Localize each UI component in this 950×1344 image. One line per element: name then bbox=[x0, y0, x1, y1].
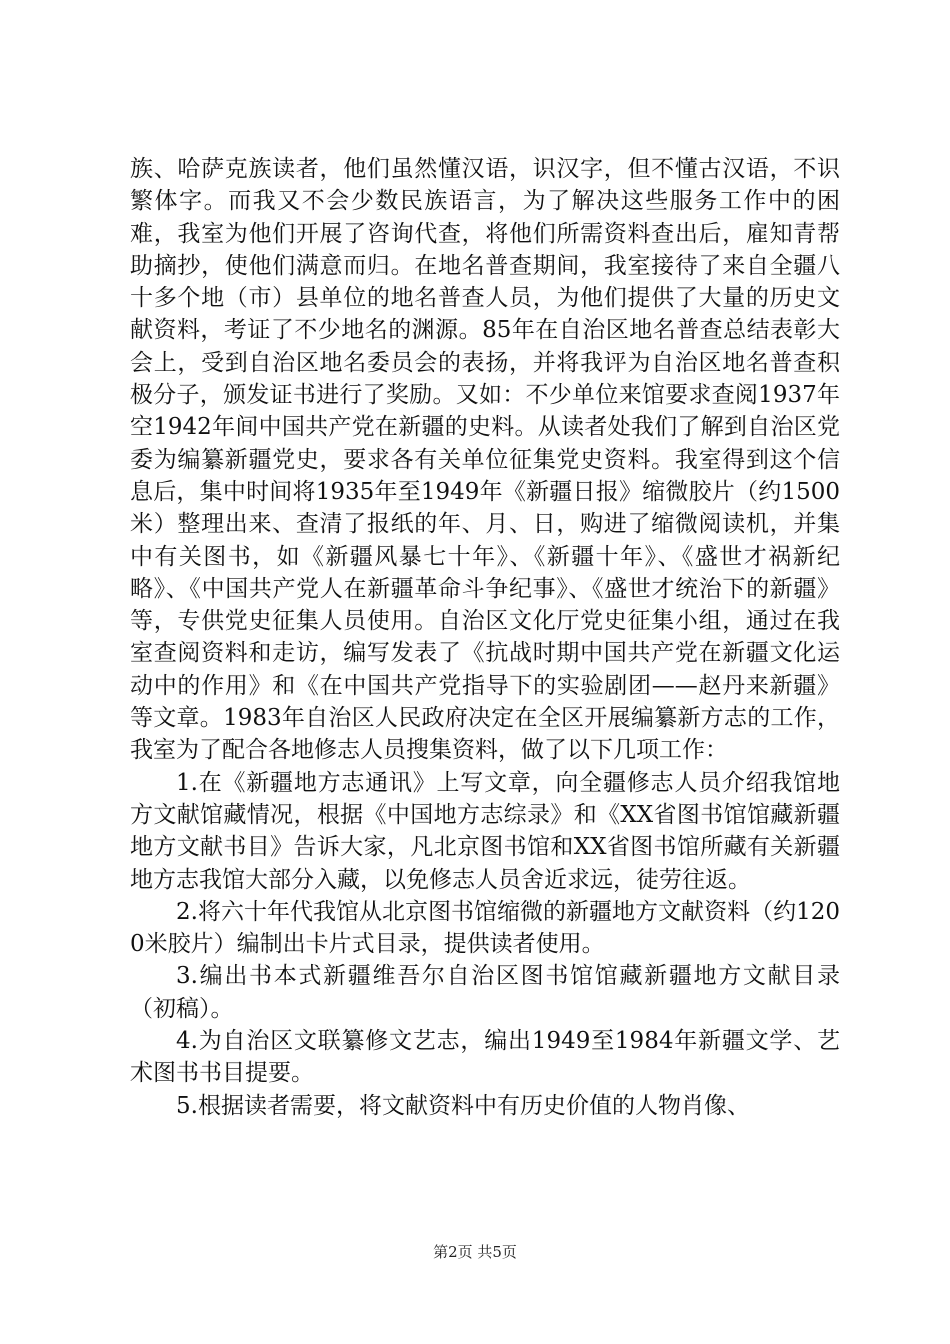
body-paragraph-1: 族、哈萨克族读者，他们虽然懂汉语，识汉字，但不懂古汉语，不识繁体字。而我又不会少数民族语言，为了解决这些服务工作中的困难，我室为他们开展了咨询代查，将他们所需资料查出后，雇知青帮助摘抄，使他们满意而归。在地名普查期间，我室接待了来自全疆八十多个地（市）县单位的地名普查人员，为他们提供了大量的历史文献资料，考证了不少地名的渊源。85年在自治区地名普查总结表彰大会上，受到自治区地名委员会的表扬，并将我评为自治区地名普查积极分子，颁发证书进行了奖励。又如：不少单位来馆要求查阅1937年空1942年间中国共产党在新疆的史料。从读者处我们了解到自治区党委为编纂新疆党史，要求各有关单位征集党史资料。我室得到这个信息后，集中时间将1935年至1949年《新疆日报》缩微胶片（约1500米）整理出来、查清了报纸的年、月、日，购进了缩微阅读机，并集中有关图书，如《新疆风暴七十年》、《新疆十年》、《盛世才祸新纪略》、《中国共产党人在新疆革命斗争纪事》、《盛世才统治下的新疆》等，专供党史征集人员使用。自治区文化厅党史征集小组，通过在我室查阅资料和走访，编写发表了《抗战时期中国共产党在新疆文化运动中的作用》和《在中国共产党指导下的实验剧团——赵丹来新疆》等文章。1983年自治区人民政府决定在全区开展编纂新方志的工作，我室为了配合各地修志人员搜集资料，做了以下几项工作： bbox=[130, 156, 840, 764]
list-item-4: 4.为自治区文联纂修文艺志，编出1949至1984年新疆文学、艺术图书书目提要。 bbox=[130, 1028, 840, 1087]
page-number-footer: 第2页 共5页 bbox=[433, 1243, 517, 1261]
list-item-3: 3.编出书本式新疆维吾尔自治区图书馆馆藏新疆地方文献目录（初稿）。 bbox=[130, 963, 840, 1022]
list-item-1: 1.在《新疆地方志通讯》上写文章，向全疆修志人员介绍我馆地方文献馆藏情况，根据《中国地方志综录》和《XX省图书馆馆藏新疆地方文献书目》告诉大家，凡北京图书馆和XX省图书馆所藏有关新疆地方志我馆大部分入藏，以免修志人员舍近求远，徒劳往返。 bbox=[130, 769, 840, 893]
document-body bbox=[130, 153, 840, 1122]
list-item-2: 2.将六十年代我馆从北京图书馆缩微的新疆地方文献资料（约1200米胶片）编制出卡片式目录，提供读者使用。 bbox=[130, 898, 840, 958]
list-item-5: 5.根据读者需要，将文献资料中有历史价值的人物肖像、 bbox=[176, 1092, 750, 1119]
